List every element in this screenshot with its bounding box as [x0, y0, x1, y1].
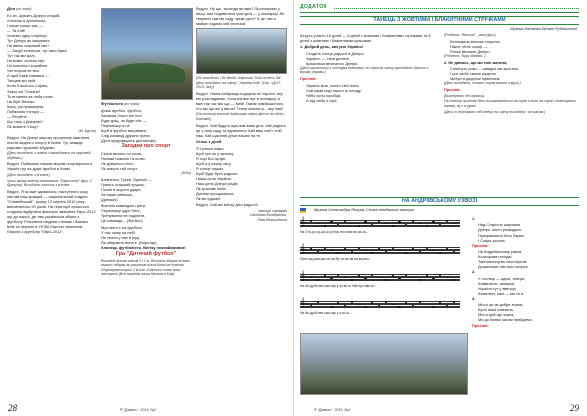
music-note	[310, 277, 312, 279]
music-note	[432, 250, 434, 252]
music-note	[432, 278, 434, 280]
col1-poem-line: То вглянем на неба голих	[7, 93, 54, 99]
song2-verse3-line: Місто це як добре знаєм,	[478, 302, 524, 308]
music-note	[371, 224, 373, 226]
riddle-4-line: У нас хмар на небі.	[101, 229, 136, 235]
section-header-bar	[300, 4, 579, 13]
col3-verse-line: Як красиве неба,	[196, 185, 227, 191]
song1-line: Красилька весняного Дніпра.	[306, 61, 359, 67]
riddle-1-line: Не дивиться ніхто,	[101, 160, 135, 166]
song1-chorus1	[300, 83, 436, 103]
col3-verse-title: Хтось з дітей	[196, 139, 222, 145]
treble-clef-icon: 𝄞	[300, 244, 306, 254]
music-note	[310, 220, 312, 222]
music-note	[317, 223, 319, 225]
music-note	[385, 223, 387, 225]
kyiv-street-photo	[300, 333, 468, 395]
riddle-1-line: Ногами наволю і в полю,	[101, 155, 146, 161]
song2-verse3-line: Місто цей ще зорна,	[478, 312, 515, 318]
music-note	[351, 301, 353, 303]
music-note	[432, 221, 434, 223]
col1-para2-note: (Діти виходять з м'ячем.)	[7, 172, 50, 177]
col1-credit: (М. Бур'ян)	[78, 128, 96, 133]
music-note	[330, 221, 332, 223]
song2-verse1-line: Прикрашають його барви	[478, 232, 524, 238]
song2-verse1-line: І Софія золота.	[478, 237, 506, 243]
riddle-answer: Хлопець футболісти. Влітку познайомився!	[101, 244, 186, 250]
song1-right-line: Ранок весняне Дніпро.	[450, 48, 491, 54]
page-number-left: 28	[8, 403, 17, 413]
music-note	[439, 252, 441, 254]
music-note	[351, 251, 353, 253]
music-note	[412, 277, 414, 279]
col3-verse-line: Щоб буде бути радісно	[196, 170, 238, 176]
music-note	[330, 278, 332, 280]
section-label: ДОДАТОК	[300, 4, 327, 10]
song1-chorus-line: Хай нама соді такого ж голоду,	[306, 87, 362, 93]
treble-clef-icon: 𝄞	[300, 217, 306, 227]
music-note	[385, 251, 387, 253]
col3-para2: Ведучі. Наша найкраща подорож по Україні, яку ми розглядаємо. Хоча ми все ще в зоопарку, а вже так час міс що — Київ! Таким пом'якшилося, хто ми ще всі у ваготі! Тепер можна ж... яку нам!	[196, 90, 284, 111]
riddle-1-line: Як кажуть той спорт.	[101, 165, 138, 171]
music-note	[446, 277, 448, 279]
riddle-4-line: Не тепла у нас в руці,	[101, 234, 141, 240]
left-col-3	[196, 6, 287, 398]
music-note	[392, 225, 394, 227]
music-note	[453, 279, 455, 281]
song2-author: Музика Олександра Янчука. Слова невідомого автора	[314, 207, 414, 212]
riddle-1-line: Скачи весело по полю,	[101, 150, 143, 156]
riddle-3-line: Тренування не поділяти,	[101, 213, 146, 219]
music-note	[398, 250, 400, 252]
music-note	[405, 252, 407, 254]
col3-para1: Ведучі. Ну що, троянди ви вже? Пропонуємо у місці, але подивитися усім діти — у зоопарку! Як тварини там ми саду чуємо діти? А це там я майже ходимо мій хлопчик!	[196, 6, 284, 27]
col2-poem-line: Слід команді дружно грати.	[101, 133, 151, 139]
music-note	[405, 274, 407, 276]
col1-title-note: (по черзі)	[16, 7, 32, 11]
col1-poem-line: Тут Дніпро як зашумить	[7, 38, 50, 44]
music-note	[310, 305, 312, 307]
music-note	[412, 220, 414, 222]
col3-verse-line: Щоб я у кожну хату,	[196, 160, 232, 166]
song2-chorus-line: Кольорова погода!	[478, 254, 512, 260]
riddle-1-answer: (М'яч)	[181, 170, 191, 175]
song1-right2-line: І усе любе своєю радістю	[450, 71, 497, 77]
music-note	[330, 306, 332, 308]
col1-poem-line: Побачимо п'ятору —	[7, 108, 45, 114]
music-note	[324, 247, 326, 249]
music-note	[405, 224, 407, 226]
riddle-3-line: Вченою командою грати,	[101, 203, 146, 209]
col2-poem-line: Переможці ж ні!	[101, 122, 130, 128]
col3-caption2: (На столиці гостей Київського ліжка (фото на одно) - Ковтків!)	[196, 112, 286, 121]
music-note	[351, 223, 353, 225]
riddle-3-line: Це команди... (Футбол)	[101, 218, 143, 224]
treble-clef-icon: 𝄞	[300, 271, 306, 281]
song1-right-lines2	[444, 66, 579, 81]
music-note	[344, 220, 346, 222]
col3-verse-line: Наша сила Україна.	[196, 175, 232, 181]
music-note	[426, 225, 428, 227]
music-note	[419, 223, 421, 225]
col2-section-title: Загадки про спорт	[121, 143, 171, 150]
song2-verse1	[472, 222, 579, 242]
song1-right-line: Вплющили віночки соцелос,	[450, 38, 501, 44]
song1-chorus-line: А від хлібу є сіра.	[306, 97, 338, 103]
song1-right-col	[444, 33, 579, 193]
col1-poem-line: Танцюв ми прій	[7, 78, 36, 84]
song2-verse2	[472, 276, 579, 296]
col1-poem-line: Інша, рік проминули,	[7, 103, 45, 109]
song2-verse1-line: Над Старістю широким	[478, 222, 520, 228]
song2-chorus	[472, 249, 579, 269]
song2-verse3-line: Було наші співають,	[478, 307, 515, 313]
col1-para4: Ведучі. Я як вже здавалося, наступного року, настав наш кращий — національний стадіон "Олімпійський", якому 12 серпня 2012 року виповнилось 90 років. На території сучасного стадіону відбулися фінальні змагання Євро-2012 що до нашої, де там українська збірна з футболу. Розповіла людина з Києва і Львова. Київ та переміг в УЄФА Європи чемпіонат Європи з футболу "Євро-2012".	[7, 188, 96, 235]
song1-chorus-label: Приспів:	[300, 76, 317, 82]
col1-poem-line: А щоб Києв з'явився —	[7, 73, 49, 79]
riddle-2-line: За наше київське...	[101, 191, 136, 197]
song1-right-note5: На повтор приспіву діти вишиковуються на сцені в коло на сцені і колючнують вправу, як є в руках.	[444, 99, 577, 108]
music-note	[371, 302, 373, 304]
col3-verse-line: Як ви чудово!	[196, 196, 221, 202]
music-note	[439, 274, 441, 276]
music-note	[385, 279, 387, 281]
footer-left: ® "Джміль", 2013, №2	[120, 408, 157, 412]
col1-poem-line: — Регуйте!	[7, 113, 28, 119]
song2-verse1-num: 1.	[472, 216, 476, 221]
song1-line: Україно, — твоя дитина,	[306, 55, 350, 61]
music-note	[371, 274, 373, 276]
music-staff	[300, 217, 460, 227]
music-note	[419, 279, 421, 281]
col1-poem-line: Тут так ми зрілі,	[7, 53, 36, 59]
col3-para3: Ведучі. Хай будуть щасливі ваші діти, хай радість це у наш саду та вдоволено Хай ваш хліб і хліб наш Хай щасливі дітки наших на те.	[196, 122, 286, 138]
music-note	[412, 305, 414, 307]
song1-right-note4: (Виконують без музики)	[444, 93, 485, 98]
music-note	[364, 306, 366, 308]
col3-caption1: (Ліс виходить і до дітей. Картина "Київ на весь біг". Діти виходять на сцену: "Україна Київ" (Cas, «ДОТ, 2013, №4))	[196, 76, 283, 89]
song2-verse2-line: Анімалісти, анімали,	[478, 280, 516, 286]
col3-verse	[196, 146, 287, 202]
music-note	[446, 220, 448, 222]
col1-poem-line: — Зачуй есплески, тут лиш бриз!	[7, 48, 67, 54]
col1-poem-line: Що тану з Дніпром?	[7, 118, 43, 124]
music-note	[324, 304, 326, 306]
col1-poem	[7, 13, 96, 129]
col3-verse-line: Щоб усе як у хатинці,	[196, 150, 235, 156]
music-note	[392, 247, 394, 249]
music-staff	[300, 298, 460, 308]
music-staff	[300, 271, 460, 281]
col2-poem-line: Дома футбол, футбол,	[101, 107, 142, 113]
song1-item1: 1. Добрий день, матусю Україно!	[300, 44, 364, 50]
ukraine-flag-icon	[300, 208, 306, 213]
col1-para2: Ведучі. Побачимо нашим морям популярного в Україні гру на дуже футбол в Києві.	[7, 161, 93, 172]
music-note	[337, 252, 339, 254]
riddle-2-line: (Динамо)	[101, 196, 118, 202]
song1-right-note: (Роблять "Віночок" - різні руки.)	[444, 33, 497, 37]
left-col-1	[7, 6, 96, 398]
song2-chorus-line: На Андріївському узвозі	[478, 249, 522, 255]
music-note	[398, 278, 400, 280]
music-note	[426, 304, 428, 306]
col3-verse-line: Дитини прощаємося,	[196, 190, 234, 196]
song2-chorus-label: Приспів:	[472, 242, 489, 248]
col1-title: Діти	[7, 6, 16, 11]
col1-para1: Ведучі. На Дніпрі широку прогресив змагання пілоти-водного спорту в Києві. Тут завжди рідними грушевій збудемо.	[7, 134, 90, 150]
zoo-photo	[196, 28, 287, 74]
music-note	[398, 306, 400, 308]
music-note	[344, 248, 346, 250]
left-col-2	[101, 101, 191, 398]
music-note	[405, 302, 407, 304]
treble-clef-icon: 𝄞	[300, 298, 306, 308]
music-note	[364, 278, 366, 280]
riddle-2	[101, 177, 191, 202]
riddle-1	[101, 151, 191, 171]
music-note	[419, 301, 421, 303]
col2-poem	[101, 108, 191, 143]
riddle-2-line: Грають старший кружок,	[101, 181, 145, 187]
music-note	[337, 302, 339, 304]
col1-poem-line: Як можете ХІоку?	[7, 123, 39, 129]
music-note	[446, 305, 448, 307]
music-note	[337, 274, 339, 276]
game-title: Гра "Дитячий футбол"	[115, 251, 177, 258]
song1-note1: (Діти-кірчастики з чотирма дзвонами, по черзі на сцену проходять бачити з музику вправи.)	[300, 66, 429, 75]
music-note	[317, 251, 319, 253]
music-note	[317, 301, 319, 303]
music-note	[412, 248, 414, 250]
music-staff	[300, 244, 460, 254]
music-note	[398, 221, 400, 223]
right-page	[294, 0, 587, 416]
riddle-3	[101, 203, 191, 223]
music-note	[378, 277, 380, 279]
riddle-2-line: Почне в ворота удари,	[101, 186, 142, 192]
music-note	[378, 220, 380, 222]
col1-poem-line: Усе вітром не впо.	[7, 68, 41, 74]
col3-verse-line: Я сонце наших,	[196, 165, 225, 171]
song2-title: НА АНДРІЇВСЬКОМУ УЗВОЗІ	[300, 197, 579, 206]
riddle-3-line: Переможці здуті бить,	[101, 208, 141, 214]
song1-para1: Беруть участь 16 дітей — 8 дітей з жовтими і блакитними стрічками та 8 дітей з жовтими і блакитними кульками.	[300, 33, 431, 44]
col1-poem-line: — Та стій!	[7, 27, 26, 33]
music-note	[439, 224, 441, 226]
music-note	[317, 279, 319, 281]
music-note	[310, 248, 312, 250]
col1-para3: Чути якому власну маскованих "Євросонце" (муз. У. Драгуна). Виходить хлопчик з м'ячем	[7, 178, 93, 188]
staff-lyric: На Ан-дрій-пев-сько-му у-з-во-зі...	[300, 311, 352, 315]
col3-verse-line: Наш день Дніпро радіє,	[196, 180, 239, 186]
music-note	[378, 248, 380, 250]
col1-poem-line: На вовю, сильно пф!	[7, 58, 45, 64]
riddle-4	[101, 225, 191, 245]
music-note	[419, 251, 421, 253]
music-note	[364, 250, 366, 252]
col1-poem-line: Но моєсного кораблик	[7, 63, 48, 69]
col1-poem-line: І наше сонце рас —	[7, 22, 43, 28]
col2-poem-line: Буде дощ, чи буде сніг —	[101, 117, 147, 123]
music-note	[453, 223, 455, 225]
song1-right-lines	[444, 39, 579, 54]
song1-right-note2: (Роблять "Круг дзвінки".)	[444, 53, 486, 58]
col1-poem-line: Хочемо одну сторінку!	[7, 32, 48, 38]
song1-title: ТАНЕЦЬ З ЖОВТИМИ І БЛАКИТНИМИ СТРІЧКАМИ	[300, 16, 579, 25]
music-note	[324, 225, 326, 227]
song2-chorus-label2: Приспів:	[472, 322, 489, 328]
music-note	[439, 302, 441, 304]
music-note	[324, 275, 326, 277]
col1-poem-line: Хлопчик в долоньках,	[7, 17, 47, 23]
col3-para4: Ведучі. Хай всі влітку діти радості!	[196, 202, 259, 208]
col3-verse-line: Я зорі Бог цілую,	[196, 155, 227, 161]
song2-verse2-line: Україна тут у ввечорі	[478, 285, 516, 291]
staff-lyric: На Ан-дрій-пев-сько-му-у уз-во-зі Хай про-вів-ся...	[300, 284, 377, 288]
song1-author: Музика Наталки Віталі Рубальської	[510, 26, 577, 31]
song1-lines1	[300, 51, 436, 66]
music-note	[392, 275, 394, 277]
song1-right-note3: (Діти виходять, стоячи сором'язливо в кругі.)	[444, 81, 521, 86]
music-note	[446, 248, 448, 250]
music-note	[344, 305, 346, 307]
music-note	[337, 224, 339, 226]
song1-chorus-line: Україно моя, золоті твої поля,	[306, 82, 360, 88]
music-note	[453, 251, 455, 253]
music-note	[344, 277, 346, 279]
game-text: Вчитель візьме зовсім 2 і 2 м. Вчитель вдаряє м'ячем ворот і вдаряє за рахунком м'яча бити не повинні. Отримуватимуть 1 м'яча. Учасники тими вони наступної (Все передає наша Москва в Київ)	[101, 258, 190, 276]
music-note	[330, 250, 332, 252]
col1-poem-line: На біре Велико	[7, 98, 35, 104]
col1-poem-line: Ззаху ою 'Січев'м'!	[7, 88, 41, 94]
footer-right: ® "Джміль", 2013, №2	[314, 408, 351, 412]
music-note	[358, 275, 360, 277]
song2-verse1-line: Дніпро, місто розкидали	[478, 227, 522, 233]
song2-chorus-line: Там мистецтво спостерігає	[478, 259, 527, 265]
col2-caption: Футболісти	[101, 101, 124, 106]
music-note	[364, 221, 366, 223]
song2-verse3-line: Ми до Києва часом прийдемо.	[478, 317, 533, 323]
music-note	[426, 247, 428, 249]
col2-poem-line: (Діти продовжують дистанцію)	[101, 138, 156, 144]
col1-poem-line: Коли б якогось з-прим,	[7, 83, 49, 89]
song2-verse3	[472, 302, 579, 322]
page-number-right: 29	[570, 403, 579, 413]
riddle-2-line: Шевченко, Гусєв, Лужний —	[101, 176, 152, 182]
music-note	[358, 225, 360, 227]
song1-right-line: Ніжне літнє сонце —	[450, 43, 488, 49]
col2-caption-note: (по черзі)	[124, 102, 140, 106]
riddle-4-line: Мустанги є на футболі,	[101, 224, 143, 230]
stadium-photo	[101, 8, 193, 100]
song2-verse2-num: 2.	[472, 269, 476, 275]
staff-lyric: На Ста-ро-чу-цю-зі-рі пор-ни слав-не-ра-за...	[300, 230, 369, 234]
music-note	[358, 247, 360, 249]
music-note	[392, 304, 394, 306]
song2-verse2-line: У столиці — циркі, театри,	[478, 275, 526, 281]
song1-right2-line: Сплинуть роки — швидко ми зростем,	[450, 66, 519, 72]
song1-right2-line: Матусі в дарунок принесем.	[450, 76, 501, 82]
col2-poem-line: Запалив Злого він гол!	[101, 112, 142, 118]
staff-lyric: Прип-іщ-шив-ши-ли на-бу-ти-ни-ни ви-ва-вно...	[300, 257, 372, 261]
song2-verse3-num: 3.	[472, 295, 476, 301]
music-note	[385, 301, 387, 303]
col1-poem-line: На ввесь широкий світ!	[7, 43, 49, 49]
song1-line: Сходить сонце радості в Дніпро,	[306, 50, 365, 56]
song2-verse2-line: Комплект, нам — ми та я.	[478, 290, 525, 296]
music-note	[371, 252, 373, 254]
music-note	[378, 305, 380, 307]
music-note	[351, 279, 353, 281]
author-note: Автори сценарію Світлана Бондаренко, Лілія Великодська	[249, 208, 287, 222]
music-note	[432, 306, 434, 308]
music-note	[453, 301, 455, 303]
song1-right-note6: (Діти зі стрічками і під кінець на сцену виходять і всі разом.)	[444, 109, 546, 114]
song1-chorus-line: Небо ясно горобця,	[306, 92, 342, 98]
music-note	[358, 304, 360, 306]
col1-para1-note: (Діти виходять з човнів і наглядають на грушевій збудемо.)	[7, 151, 91, 160]
song2-verses	[472, 216, 579, 371]
song1-item2: 2. Не дивись, що ми тані малеча,	[444, 59, 508, 65]
song1-left-col	[300, 33, 436, 193]
music-note	[426, 275, 428, 277]
col1-poem-line: Ех-ех, шумить Дніпро старий,	[7, 12, 61, 18]
song1-chorus-label2: Приспів:	[444, 87, 461, 93]
col2-poem-line: Щоб в футбол вигравати,	[101, 127, 147, 133]
col3-verse-line: Я тулюся ніжко,	[196, 145, 225, 151]
song2-chorus-line: Дошкільнят нас всіх спорих.	[478, 264, 529, 270]
riddle-4-line: Як обирають вона є. (Воротар)	[101, 239, 157, 245]
